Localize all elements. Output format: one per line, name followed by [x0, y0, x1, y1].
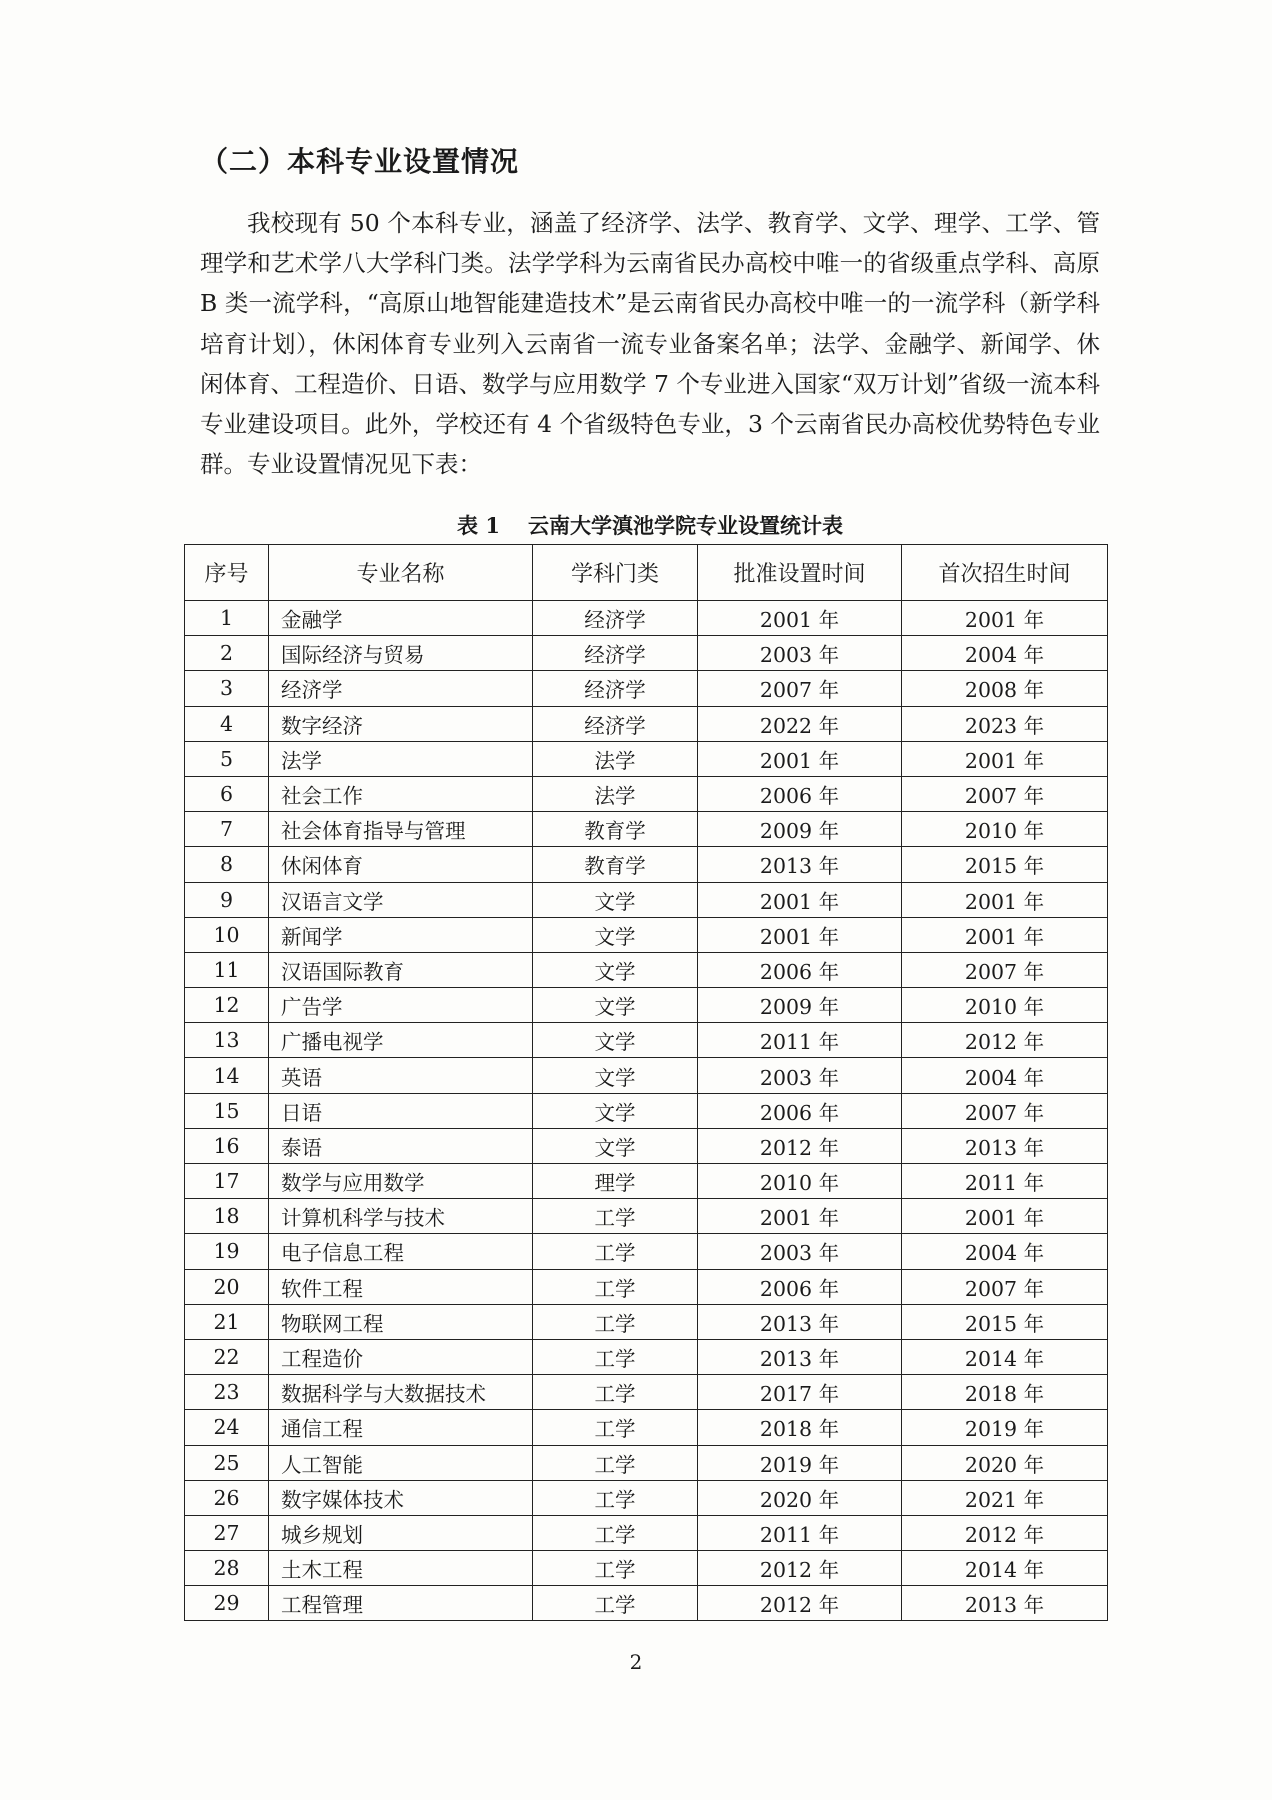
table-header-row [185, 545, 1108, 601]
cell-major-name: 法学 [269, 741, 533, 776]
table-row [185, 1515, 1108, 1550]
cell-first-enrollment-year: 2015 年 [902, 847, 1108, 882]
cell-major-name: 工程造价 [269, 1339, 533, 1374]
cell-first-enrollment-year: 2008 年 [902, 671, 1108, 706]
cell-major-name: 通信工程 [269, 1410, 533, 1445]
cell-index: 3 [185, 671, 269, 706]
intro-paragraph: 我校现有 50 个本科专业，涵盖了经济学、法学、教育学、文学、理学、工学、管理学和艺术学八大学科门类。法学学科为云南省民办高校中唯一的省级重点学科、高原 B 类一流学科，“高原山地智能建造技术”是云南省民办高校中唯一的一流学科（新学科培育计划），休闲体育专业列入云南省一流专业备案名单；法学、金融学、新闻学、休闲体育、工程造价、日语、数学与应用数学 7 个专业进入国家“双万计划”省级一流本科专业建设项目。此外，学校还有 4 个省级特色专业，3 个云南省民办高校优势特色专业群。专业设置情况见下表： [200, 209, 1100, 479]
cell-major-name: 汉语国际教育 [269, 952, 533, 987]
table-row [185, 636, 1108, 671]
cell-major-name: 汉语言文学 [269, 882, 533, 917]
cell-first-enrollment-year: 2001 年 [902, 601, 1108, 636]
cell-discipline: 工学 [533, 1480, 698, 1515]
cell-index: 2 [185, 636, 269, 671]
cell-first-enrollment-year: 2013 年 [902, 1586, 1108, 1621]
cell-discipline: 工学 [533, 1515, 698, 1550]
cell-discipline: 文学 [533, 1128, 698, 1163]
cell-discipline: 工学 [533, 1269, 698, 1304]
cell-discipline: 工学 [533, 1199, 698, 1234]
cell-major-name: 休闲体育 [269, 847, 533, 882]
cell-approval-year: 2009 年 [698, 988, 902, 1023]
table-row [185, 882, 1108, 917]
cell-first-enrollment-year: 2007 年 [902, 952, 1108, 987]
cell-first-enrollment-year: 2018 年 [902, 1375, 1108, 1410]
cell-first-enrollment-year: 2004 年 [902, 1058, 1108, 1093]
cell-approval-year: 2011 年 [698, 1023, 902, 1058]
table-row [185, 1480, 1108, 1515]
cell-discipline: 工学 [533, 1234, 698, 1269]
cell-major-name: 计算机科学与技术 [269, 1199, 533, 1234]
page-number: 2 [629, 1650, 643, 1674]
cell-major-name: 金融学 [269, 601, 533, 636]
cell-approval-year: 2001 年 [698, 917, 902, 952]
cell-index: 25 [185, 1445, 269, 1480]
cell-approval-year: 2012 年 [698, 1551, 902, 1586]
cell-index: 11 [185, 952, 269, 987]
cell-approval-year: 2003 年 [698, 1058, 902, 1093]
cell-first-enrollment-year: 2014 年 [902, 1551, 1108, 1586]
table-row [185, 1551, 1108, 1586]
cell-discipline: 文学 [533, 1058, 698, 1093]
cell-first-enrollment-year: 2012 年 [902, 1023, 1108, 1058]
cell-approval-year: 2018 年 [698, 1410, 902, 1445]
cell-major-name: 人工智能 [269, 1445, 533, 1480]
cell-index: 6 [185, 776, 269, 811]
cell-index: 7 [185, 812, 269, 847]
cell-approval-year: 2001 年 [698, 1199, 902, 1234]
cell-major-name: 数字媒体技术 [269, 1480, 533, 1515]
table-row [185, 601, 1108, 636]
cell-approval-year: 2017 年 [698, 1375, 902, 1410]
section-heading: （二）本科专业设置情况 [200, 145, 520, 178]
cell-first-enrollment-year: 2007 年 [902, 1269, 1108, 1304]
cell-major-name: 数据科学与大数据技术 [269, 1375, 533, 1410]
cell-index: 14 [185, 1058, 269, 1093]
cell-approval-year: 2012 年 [698, 1586, 902, 1621]
cell-first-enrollment-year: 2011 年 [902, 1164, 1108, 1199]
cell-discipline: 工学 [533, 1551, 698, 1586]
cell-index: 9 [185, 882, 269, 917]
cell-first-enrollment-year: 2020 年 [902, 1445, 1108, 1480]
cell-approval-year: 2003 年 [698, 636, 902, 671]
cell-first-enrollment-year: 2015 年 [902, 1304, 1108, 1339]
cell-index: 15 [185, 1093, 269, 1128]
table-row [185, 917, 1108, 952]
cell-index: 17 [185, 1164, 269, 1199]
cell-approval-year: 2019 年 [698, 1445, 902, 1480]
table-row [185, 1445, 1108, 1480]
cell-approval-year: 2007 年 [698, 671, 902, 706]
header-index: 序号 [185, 545, 269, 601]
cell-approval-year: 2001 年 [698, 601, 902, 636]
cell-index: 16 [185, 1128, 269, 1163]
cell-discipline: 工学 [533, 1375, 698, 1410]
cell-discipline: 工学 [533, 1304, 698, 1339]
cell-first-enrollment-year: 2007 年 [902, 776, 1108, 811]
cell-index: 29 [185, 1586, 269, 1621]
table-row [185, 1128, 1108, 1163]
cell-discipline: 文学 [533, 917, 698, 952]
table-row [185, 1269, 1108, 1304]
cell-approval-year: 2006 年 [698, 952, 902, 987]
cell-major-name: 土木工程 [269, 1551, 533, 1586]
cell-discipline: 经济学 [533, 706, 698, 741]
cell-first-enrollment-year: 2004 年 [902, 1234, 1108, 1269]
cell-index: 22 [185, 1339, 269, 1374]
cell-major-name: 国际经济与贸易 [269, 636, 533, 671]
cell-approval-year: 2013 年 [698, 1304, 902, 1339]
cell-major-name: 软件工程 [269, 1269, 533, 1304]
cell-approval-year: 2001 年 [698, 882, 902, 917]
cell-index: 4 [185, 706, 269, 741]
table-caption-title: 云南大学滇池学院专业设置统计表 [527, 513, 843, 538]
cell-first-enrollment-year: 2021 年 [902, 1480, 1108, 1515]
table-row [185, 1023, 1108, 1058]
cell-first-enrollment-year: 2001 年 [902, 741, 1108, 776]
header-discipline: 学科门类 [533, 545, 698, 601]
cell-first-enrollment-year: 2010 年 [902, 988, 1108, 1023]
cell-discipline: 文学 [533, 952, 698, 987]
cell-first-enrollment-year: 2001 年 [902, 882, 1108, 917]
cell-index: 5 [185, 741, 269, 776]
cell-approval-year: 2009 年 [698, 812, 902, 847]
table-row [185, 952, 1108, 987]
cell-first-enrollment-year: 2001 年 [902, 1199, 1108, 1234]
cell-index: 23 [185, 1375, 269, 1410]
cell-approval-year: 2001 年 [698, 741, 902, 776]
table-row [185, 1339, 1108, 1374]
table-row [185, 1234, 1108, 1269]
cell-index: 10 [185, 917, 269, 952]
cell-major-name: 日语 [269, 1093, 533, 1128]
cell-approval-year: 2011 年 [698, 1515, 902, 1550]
cell-first-enrollment-year: 2010 年 [902, 812, 1108, 847]
cell-discipline: 工学 [533, 1586, 698, 1621]
cell-major-name: 广告学 [269, 988, 533, 1023]
cell-discipline: 法学 [533, 776, 698, 811]
cell-approval-year: 2006 年 [698, 1093, 902, 1128]
table-row [185, 1058, 1108, 1093]
cell-approval-year: 2010 年 [698, 1164, 902, 1199]
cell-discipline: 教育学 [533, 847, 698, 882]
cell-index: 27 [185, 1515, 269, 1550]
table-row [185, 671, 1108, 706]
table-row [185, 1093, 1108, 1128]
table-row [185, 1164, 1108, 1199]
header-major-name: 专业名称 [269, 545, 533, 601]
cell-approval-year: 2013 年 [698, 1339, 902, 1374]
cell-index: 1 [185, 601, 269, 636]
cell-index: 24 [185, 1410, 269, 1445]
cell-discipline: 文学 [533, 882, 698, 917]
cell-first-enrollment-year: 2023 年 [902, 706, 1108, 741]
cell-discipline: 工学 [533, 1339, 698, 1374]
table-row [185, 776, 1108, 811]
cell-first-enrollment-year: 2007 年 [902, 1093, 1108, 1128]
cell-index: 28 [185, 1551, 269, 1586]
table-row [185, 1199, 1108, 1234]
cell-discipline: 经济学 [533, 636, 698, 671]
table-row [185, 812, 1108, 847]
cell-discipline: 经济学 [533, 671, 698, 706]
cell-first-enrollment-year: 2004 年 [902, 636, 1108, 671]
cell-first-enrollment-year: 2012 年 [902, 1515, 1108, 1550]
cell-major-name: 经济学 [269, 671, 533, 706]
cell-first-enrollment-year: 2014 年 [902, 1339, 1108, 1374]
cell-major-name: 社会体育指导与管理 [269, 812, 533, 847]
header-approval-year: 批准设置时间 [698, 545, 902, 601]
cell-index: 12 [185, 988, 269, 1023]
table-caption [200, 510, 1100, 540]
cell-discipline: 法学 [533, 741, 698, 776]
cell-major-name: 数学与应用数学 [269, 1164, 533, 1199]
cell-major-name: 社会工作 [269, 776, 533, 811]
cell-major-name: 新闻学 [269, 917, 533, 952]
cell-approval-year: 2003 年 [698, 1234, 902, 1269]
cell-major-name: 泰语 [269, 1128, 533, 1163]
table-caption-number: 表 1 [457, 513, 500, 538]
table-row [185, 1304, 1108, 1339]
cell-major-name: 城乡规划 [269, 1515, 533, 1550]
cell-index: 20 [185, 1269, 269, 1304]
table-row [185, 1375, 1108, 1410]
cell-discipline: 工学 [533, 1410, 698, 1445]
cell-index: 8 [185, 847, 269, 882]
cell-major-name: 英语 [269, 1058, 533, 1093]
cell-index: 18 [185, 1199, 269, 1234]
cell-index: 26 [185, 1480, 269, 1515]
cell-discipline: 工学 [533, 1445, 698, 1480]
cell-first-enrollment-year: 2013 年 [902, 1128, 1108, 1163]
cell-approval-year: 2022 年 [698, 706, 902, 741]
cell-index: 19 [185, 1234, 269, 1269]
table-row [185, 847, 1108, 882]
cell-major-name: 广播电视学 [269, 1023, 533, 1058]
table-row [185, 741, 1108, 776]
cell-major-name: 工程管理 [269, 1586, 533, 1621]
cell-approval-year: 2020 年 [698, 1480, 902, 1515]
cell-discipline: 文学 [533, 1093, 698, 1128]
cell-discipline: 教育学 [533, 812, 698, 847]
cell-approval-year: 2006 年 [698, 776, 902, 811]
cell-approval-year: 2012 年 [698, 1128, 902, 1163]
cell-approval-year: 2013 年 [698, 847, 902, 882]
cell-major-name: 数字经济 [269, 706, 533, 741]
cell-discipline: 文学 [533, 1023, 698, 1058]
cell-first-enrollment-year: 2001 年 [902, 917, 1108, 952]
header-first-enrollment-year: 首次招生时间 [902, 545, 1108, 601]
cell-discipline: 文学 [533, 988, 698, 1023]
cell-index: 13 [185, 1023, 269, 1058]
cell-discipline: 经济学 [533, 601, 698, 636]
cell-index: 21 [185, 1304, 269, 1339]
cell-first-enrollment-year: 2019 年 [902, 1410, 1108, 1445]
cell-approval-year: 2006 年 [698, 1269, 902, 1304]
cell-major-name: 电子信息工程 [269, 1234, 533, 1269]
table-row [185, 1410, 1108, 1445]
table-row [185, 706, 1108, 741]
table-row [185, 1586, 1108, 1621]
cell-discipline: 理学 [533, 1164, 698, 1199]
cell-major-name: 物联网工程 [269, 1304, 533, 1339]
majors-table [184, 544, 1108, 1621]
table-row [185, 988, 1108, 1023]
